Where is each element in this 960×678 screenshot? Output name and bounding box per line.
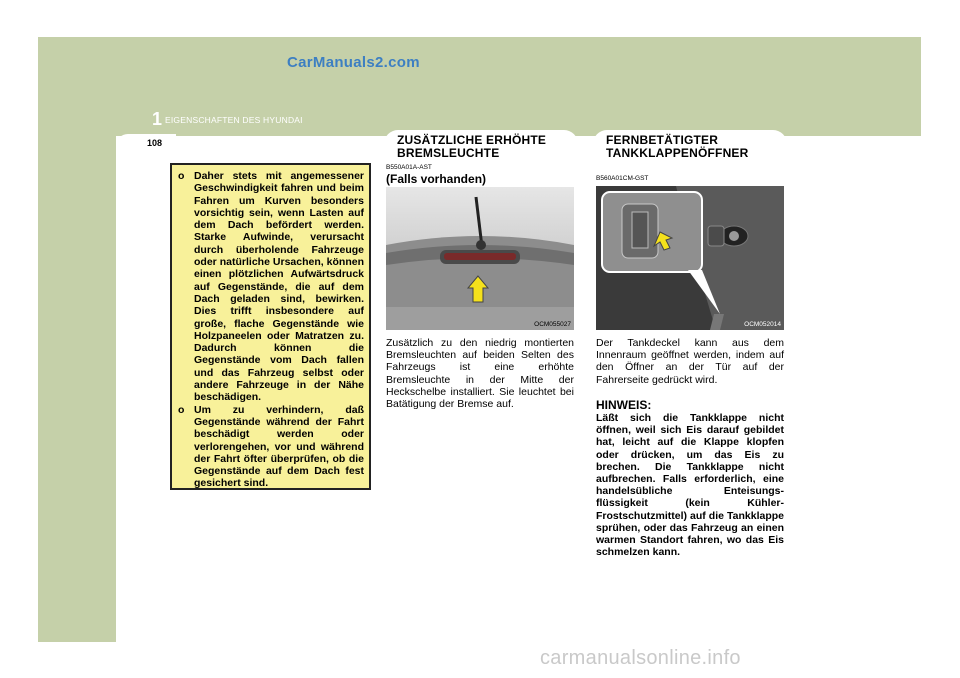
brake-light-code: B550A01A-AST (386, 164, 432, 171)
fuel-door-photo (596, 186, 784, 330)
fuel-door-text: Der Tankdeckel kann aus dem Innenraum geöffnet werden, indem auf den Öffner an der Tür auf der Fahrerseite gedrückt wird. (596, 337, 784, 386)
door-panel-illustration (596, 186, 784, 330)
brake-light-heading-line2: BREMSLEUCHTE (397, 146, 500, 160)
page-number: 108 (147, 138, 163, 148)
rear-window-illustration (386, 187, 574, 330)
brake-light-photo (386, 187, 574, 330)
brake-light-heading-line1: ZUSÄTZLICHE ERHÖHTE (397, 133, 547, 147)
warning-text (178, 170, 364, 490)
brake-light-heading (397, 134, 546, 160)
site-watermark-link[interactable]: CarManuals2.com (287, 54, 420, 71)
fuel-door-heading-line1: FERNBETÄTIGTER (606, 133, 719, 147)
warning-item-text: Um zu verhindern, daß Gegenstände während der Fahrt beschädigt werden oder verlorengehen, vor und während der Fahrt öfter überprüfen, ob die Gegenstände auf dem Dach fest gesichert sind. (194, 403, 364, 490)
chapter-title: EIGENSCHAFTEN DES HYUNDAI (165, 115, 303, 125)
bullet-mark: o (178, 403, 185, 416)
brake-light-text: Zusätzlich zu den niedrig montierten Bremsleuchten auf beiden Selten des Fahrzeugs ist eine erhöhte Bremsleuchte in der Mitte der Heckschelbe installiert. Sie leuchtet bei Batätigung der Bremse auf. (386, 337, 574, 411)
fuel-door-heading-line2: TANKKLAPPENÖFFNER (606, 146, 749, 160)
fuel-door-heading (606, 134, 749, 160)
fuel-door-code: B560A01CM-GST (596, 175, 649, 182)
page-number-tab (116, 134, 176, 154)
fuel-door-image-id: OCM052014 (744, 321, 781, 328)
chapter-number: 1 (152, 109, 163, 129)
footer-watermark-link[interactable]: carmanualsonline.info (540, 647, 741, 669)
warning-item-text: Daher stets mit angemessener Geschwindigkeit fahren und beim Fahren um Kurven besonders vorsichtig sein, wenn Lasten auf dem Dach befördert werden. Starke Aufwinde, verursacht durch überholende Fahrzeuge oder natürliche Ursachen, können einen plötzlichen Aufwärtsdruck auf Gegenstände, die auf dem Dach geladen sind, bewirken. Dies trifft insbesondere auf große, flache Gegenstände wie Holzpaneelen oder Matratzen zu. Dadurch können die Gegenstände vom Dach fallen und das Fahrzeug selbst oder andere Fahrzeuge in der Nähe beschädigen. (194, 170, 364, 404)
warning-item (178, 170, 364, 404)
warning-box (170, 163, 371, 490)
bullet-mark: o (178, 170, 185, 182)
brake-light-image-id: OCM055027 (534, 321, 571, 328)
warning-item (178, 404, 364, 490)
fuel-door-note-title: HINWEIS: (596, 398, 652, 412)
brake-light-subheading: (Falls vorhanden) (386, 172, 487, 186)
fuel-door-note-text: Läßt sich die Tankklappe nicht öffnen, weil sich Eis darauf gebildet hat, leicht auf die Klappe klopfen oder drücken, um das Eis zu brechen. Die Tankklappe nicht aufbrechen. Falls erforderlich, eine handelsübliche Enteisungs-flüssigkeit (kein Kühler-Frostschutzmittel) auf die Tankklappe sprühen, oder das Fahrzeug an einen warmen Standort fahren, wo das Eis schmelzen kann. (596, 412, 784, 559)
